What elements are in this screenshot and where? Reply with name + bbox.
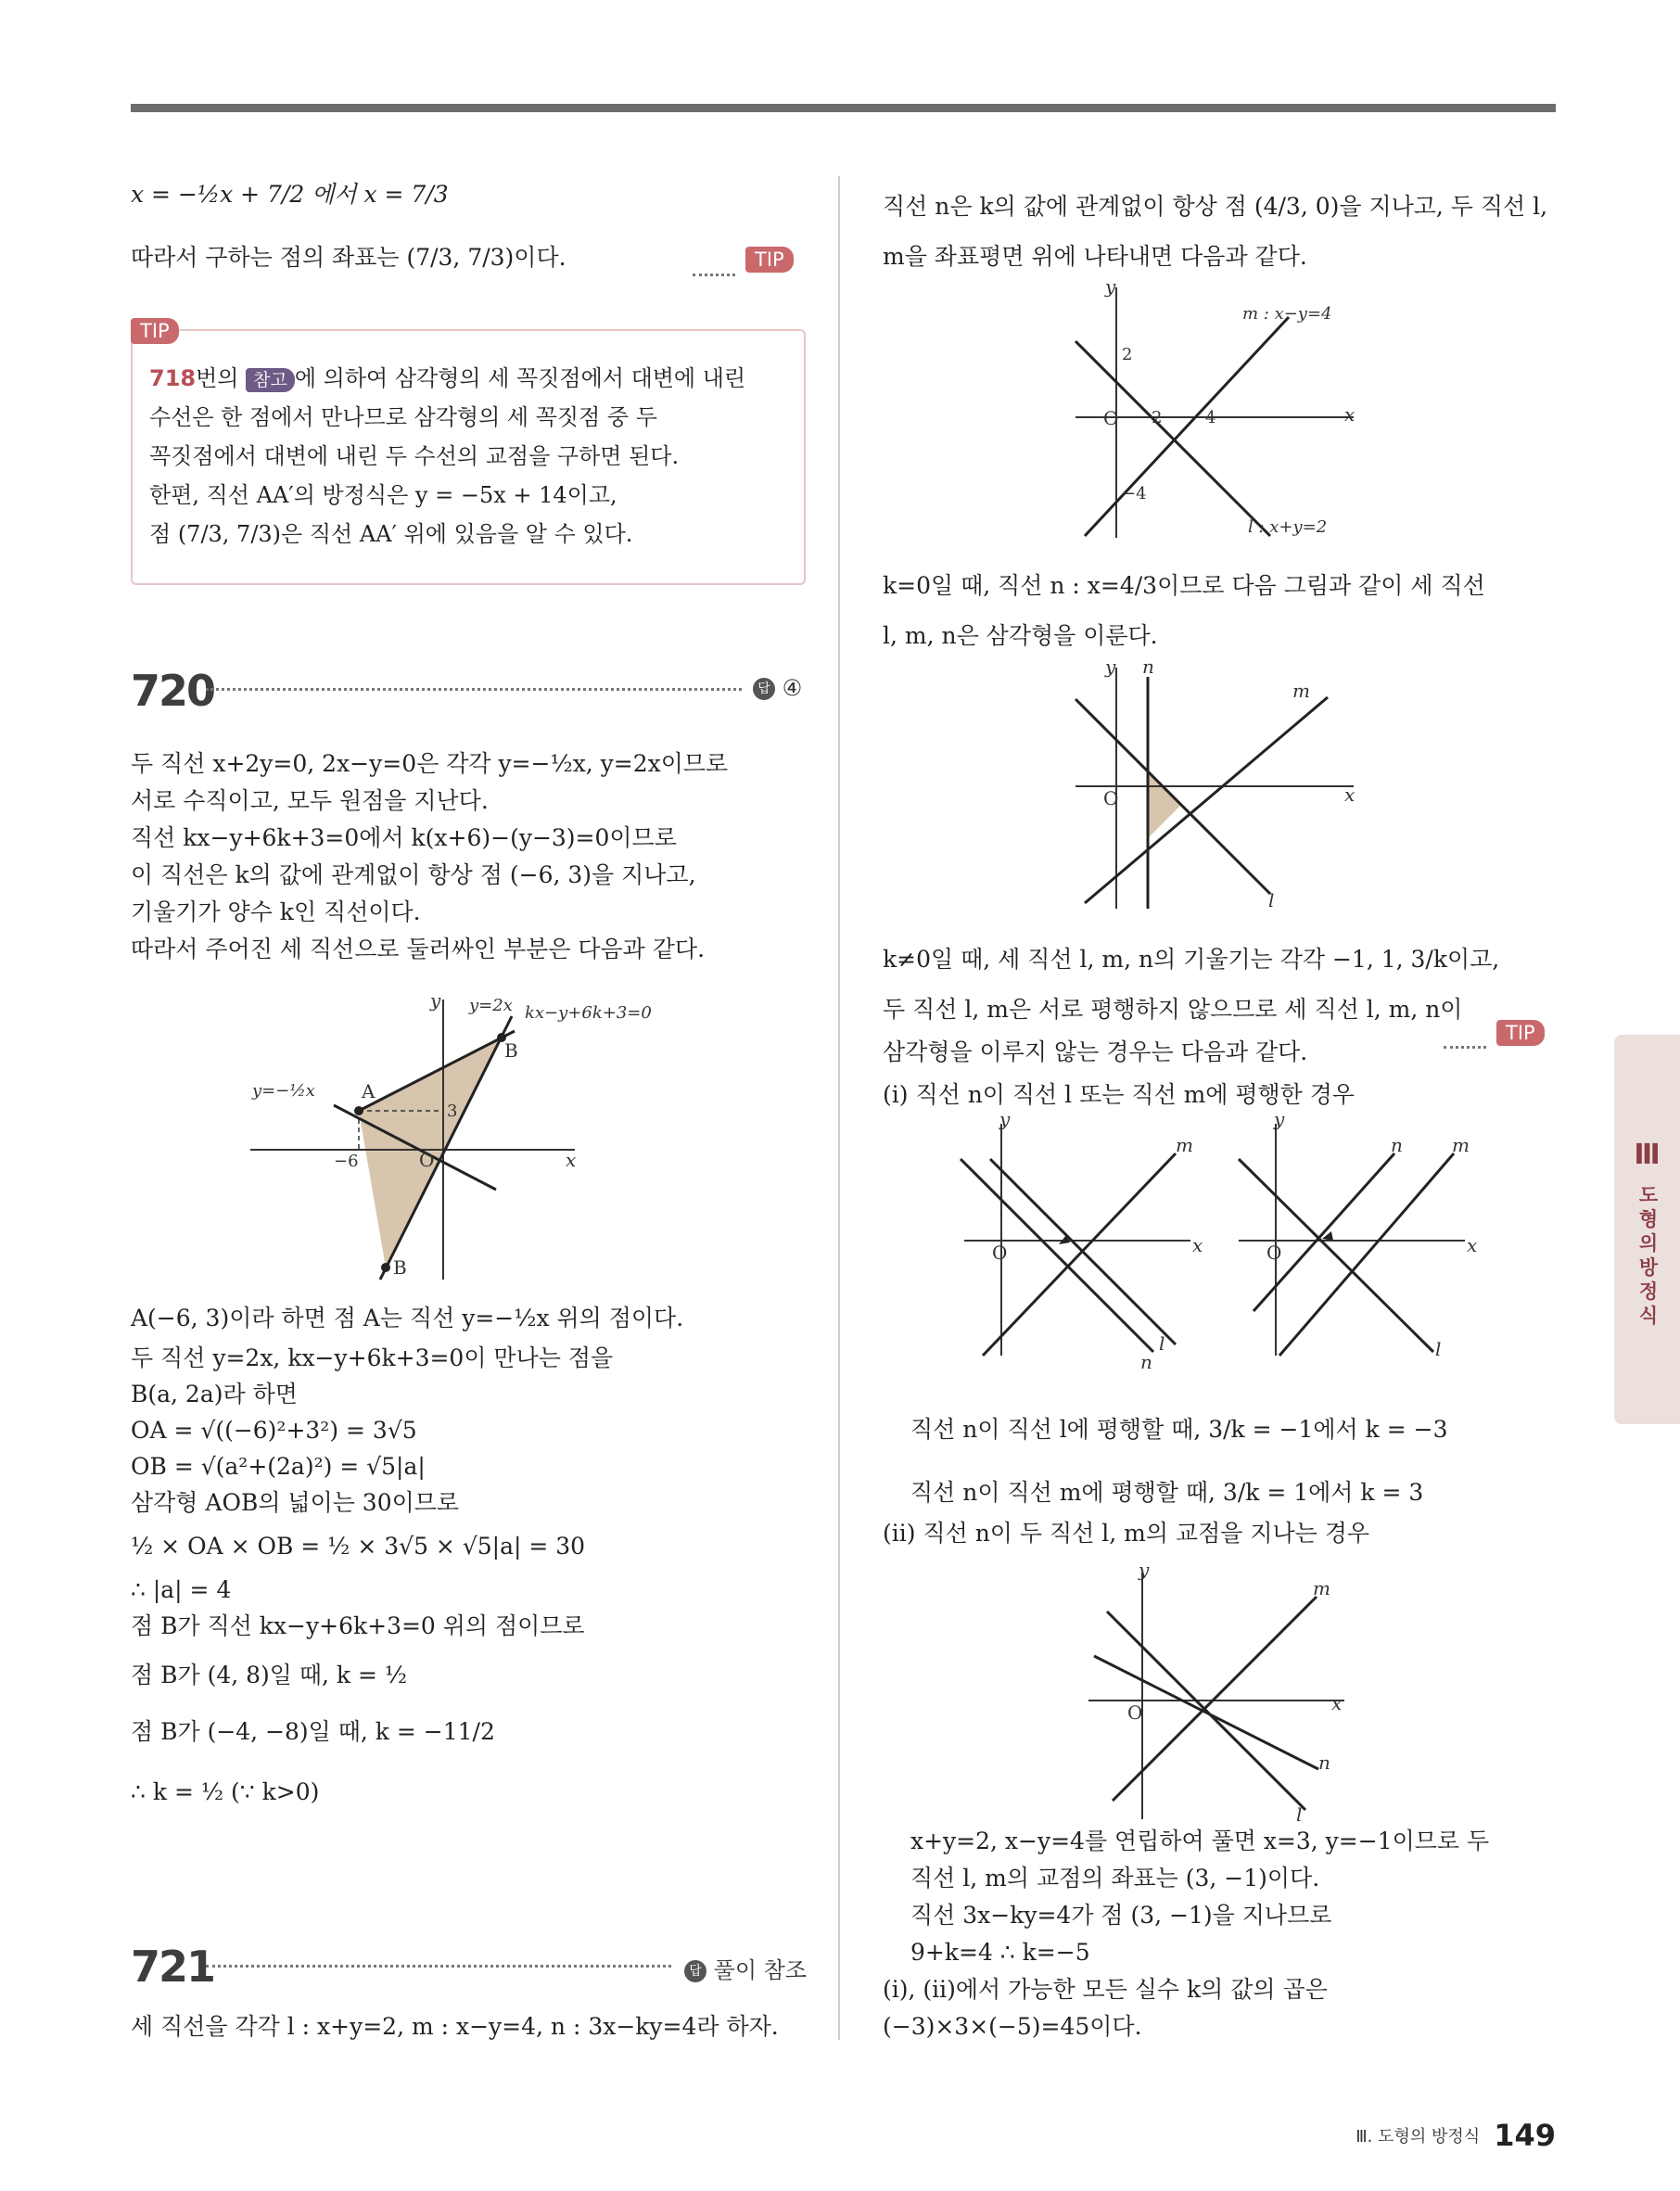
text-line: 두 직선 y=2x, kx−y+6k+3=0이 만나는 점을 xyxy=(131,1344,614,1371)
text-line: ∴ k = ½ (∵ k>0) xyxy=(131,1778,320,1805)
figure-720 xyxy=(241,989,652,1285)
text-line: 삼각형을 이루지 않는 경우는 다음과 같다. xyxy=(883,1038,1308,1065)
figure-concurrent xyxy=(1075,1559,1381,1826)
text-line: 따라서 주어진 세 직선으로 둘러싸인 부분은 다음과 같다. xyxy=(131,936,706,962)
chapter-side-tab[interactable] xyxy=(1614,1035,1680,1424)
x-label: x xyxy=(1192,1234,1203,1256)
text-line: 삼각형 AOB의 넓이는 30이므로 xyxy=(131,1489,460,1516)
right-final xyxy=(883,1971,1328,2045)
text-line: 두 직선 x+2y=0, 2x−y=0은 각각 y=−½x, y=2x이므로 xyxy=(131,750,729,777)
label-O: O xyxy=(419,1149,435,1171)
tip-badge-label: TIP xyxy=(1496,1020,1545,1046)
tip-line-5: 점 (7/3, 7/3)은 직선 AA′ 위에 있음을 알 수 있다. xyxy=(149,521,633,547)
text-line: x+y=2, x−y=4를 연립하여 풀면 x=3, y=−1이므로 두 xyxy=(910,1828,1490,1854)
text-line: 점 B가 (−4, −8)일 때, k = −11/2 xyxy=(131,1718,495,1745)
label-neg-half: y=−½x xyxy=(252,1081,315,1101)
text-line: OA = √((−6)²+3²) = 3√5 xyxy=(131,1417,417,1444)
text-line: 세 직선을 각각 l : x+y=2, m : x−y=4, n : 3x−ky=4라 하자. xyxy=(131,2013,779,2040)
tip-line-3: 꼭짓점에서 대변에 내린 두 수선의 교점을 구하면 된다. xyxy=(149,443,680,469)
y-label: y xyxy=(999,1108,1011,1130)
label-neg4: −4 xyxy=(1122,484,1147,503)
line-l xyxy=(1075,341,1270,536)
answer-value: ④ xyxy=(782,675,803,701)
label-m: m xyxy=(1176,1134,1193,1156)
text-line: l, m, n은 삼각형을 이룬다. xyxy=(883,622,1158,649)
point-A xyxy=(354,1106,363,1115)
header-rule xyxy=(131,104,1556,112)
label-2: 2 xyxy=(1122,345,1133,364)
text-line: 기울기가 양수 k인 직선이다. xyxy=(131,898,421,925)
text-line: (i), (ii)에서 가능한 모든 실수 k의 값의 곱은 xyxy=(883,1976,1328,2003)
x-label: x xyxy=(1344,783,1355,806)
shaded-triangle xyxy=(1148,771,1181,838)
y-label: y xyxy=(1105,275,1116,298)
x-label: x xyxy=(1467,1234,1478,1256)
label-O: O xyxy=(1103,787,1119,809)
figure-lm xyxy=(1066,275,1372,543)
problem-leader xyxy=(206,688,742,691)
text-span: 따라서 구하는 점의 좌표는 (7/3, 7/3)이다. xyxy=(131,244,566,271)
tip-box xyxy=(131,320,806,585)
text-line: 직선 3x−ky=4가 점 (3, −1)을 지나므로 xyxy=(910,1902,1332,1929)
text-line: B(a, 2a)라 하면 xyxy=(131,1381,298,1408)
label-m: m xyxy=(1292,680,1310,702)
tip-text: 에 의하여 삼각형의 세 꼭짓점에서 대변에 내린 xyxy=(294,365,746,391)
line-n xyxy=(1254,1153,1394,1311)
label-B2: B xyxy=(393,1256,407,1279)
tip-line-2: 수선은 한 점에서 만나므로 삼각형의 세 꼭짓점 중 두 xyxy=(149,404,657,430)
text-line xyxy=(131,239,566,276)
page-footer xyxy=(1355,2118,1556,2153)
text-line: 직선 n이 직선 l에 평행할 때, 3/k = −1에서 k = −3 xyxy=(910,1416,1448,1443)
text-line: k≠0일 때, 세 직선 l, m, n의 기울기는 각각 −1, 1, 3/k이고, xyxy=(883,946,1500,973)
text-line: 직선 n은 k의 값에 관계없이 항상 점 (4/3, 0)을 지나고, 두 직선 l, xyxy=(883,193,1548,220)
text-line: 점 B가 직선 kx−y+6k+3=0 위의 점이므로 xyxy=(131,1612,585,1639)
label-O: O xyxy=(992,1242,1008,1264)
figure-parallel-m xyxy=(1224,1108,1478,1361)
problem-number-720: 720 xyxy=(131,666,215,716)
p720-body xyxy=(131,745,728,968)
x-label: x xyxy=(566,1149,577,1171)
right-parallel-text xyxy=(910,1398,1448,1524)
label-O: O xyxy=(1127,1701,1143,1724)
text-line: x = −½x + 7/2 에서 x = 7/3 xyxy=(131,181,449,208)
label-y2x: y=2x xyxy=(469,996,513,1015)
y-label: y xyxy=(430,989,441,1012)
chamgo-badge: 참고 xyxy=(246,368,295,392)
label-n: n xyxy=(1140,1351,1152,1373)
label-x2: 2 xyxy=(1152,408,1163,427)
figure-lmn xyxy=(1066,656,1372,912)
text-line: m을 좌표평면 위에 나타내면 다음과 같다. xyxy=(883,243,1307,270)
text-line: (−3)×3×(−5)=45이다. xyxy=(883,2013,1142,2040)
column-divider xyxy=(838,176,840,2040)
text-line: ∴ |a| = 4 xyxy=(131,1576,232,1603)
y-label: y xyxy=(1139,1559,1150,1581)
label-m: m xyxy=(1452,1134,1470,1156)
right-k0 xyxy=(883,561,1485,661)
tip-link-badge[interactable] xyxy=(1496,1020,1545,1046)
line-m xyxy=(983,1153,1176,1356)
tip-badge-label: TIP xyxy=(745,247,794,273)
label-n: n xyxy=(1142,656,1154,678)
label-x4: 4 xyxy=(1205,408,1216,427)
answer-icon: 답 xyxy=(684,1960,706,1982)
label-B: B xyxy=(504,1039,518,1062)
footer-chapter: Ⅲ. 도형의 방정식 xyxy=(1355,2127,1481,2146)
label-l: l : x+y=2 xyxy=(1248,517,1328,537)
line-n xyxy=(961,1159,1153,1352)
text-line: 두 직선 l, m은 서로 평행하지 않으므로 세 직선 l, m, n이 xyxy=(883,996,1463,1023)
right-case2-solution xyxy=(910,1823,1489,1971)
text-line: 직선 n이 직선 m에 평행할 때, 3/k = 1에서 k = 3 xyxy=(910,1479,1424,1506)
p721-intro xyxy=(131,2008,779,2045)
y-label: y xyxy=(1274,1108,1285,1130)
answer-icon: 답 xyxy=(753,678,775,700)
chapter-title-vertical: 도형의 방정식 xyxy=(1638,1184,1659,1327)
label-O: O xyxy=(1266,1242,1282,1264)
right-kne0 xyxy=(883,938,1499,1116)
text-line: A(−6, 3)이라 하면 점 A는 직선 y=−½x 위의 점이다. xyxy=(131,1305,684,1331)
figure-parallel-l xyxy=(949,1108,1203,1373)
label-m: m : x−y=4 xyxy=(1242,304,1332,324)
label-l: l xyxy=(1268,889,1275,911)
text-line: 9+k=4 ∴ k=−5 xyxy=(910,1939,1090,1966)
problem-number-721: 721 xyxy=(131,1942,215,1992)
label-l: l xyxy=(1159,1332,1165,1355)
x-label: x xyxy=(1331,1692,1343,1714)
text-line: k=0일 때, 직선 n : x=4/3이므로 다음 그림과 같이 세 직선 xyxy=(883,572,1485,599)
right-intro xyxy=(883,182,1547,282)
text-line: (i) 직선 n이 직선 l 또는 직선 m에 평행한 경우 xyxy=(883,1081,1355,1108)
y-label: y xyxy=(1105,656,1116,678)
chapter-roman: Ⅲ xyxy=(1634,1139,1661,1171)
text-line: 점 B가 (4, 8)일 때, k = ½ xyxy=(131,1662,408,1688)
text-line: 직선 kx−y+6k+3=0에서 k(x+6)−(y−3)=0이므로 xyxy=(131,824,677,851)
tip-line-1 xyxy=(149,359,745,398)
x-label: x xyxy=(1344,403,1355,426)
tip-leader xyxy=(693,274,735,276)
label-three: 3 xyxy=(447,1102,458,1121)
tip-line-4: 한편, 직선 AA′의 방정식은 y = −5x + 14이고, xyxy=(149,482,617,508)
label-l: l xyxy=(1296,1803,1303,1826)
tip-leader xyxy=(1444,1046,1486,1049)
text-line: 직선 l, m의 교점의 좌표는 (3, −1)이다. xyxy=(910,1865,1320,1892)
label-neg6: −6 xyxy=(334,1152,359,1171)
label-n: n xyxy=(1318,1752,1330,1774)
text-line: ½ × OA × OB = ½ × 3√5 × √5|a| = 30 xyxy=(131,1533,586,1560)
ref-word: 번의 xyxy=(196,365,239,391)
label-m: m xyxy=(1313,1577,1330,1599)
problem-leader xyxy=(206,1965,671,1968)
label-A: A xyxy=(362,1080,375,1102)
text-line: (ii) 직선 n이 두 직선 l, m의 교점을 지나는 경우 xyxy=(883,1520,1370,1547)
label-n: n xyxy=(1391,1134,1403,1156)
text-line: 이 직선은 k의 값에 관계없이 항상 점 (−6, 3)을 지나고, xyxy=(131,861,696,888)
label-O: O xyxy=(1103,407,1119,429)
answer-720 xyxy=(753,675,802,701)
point-B2 xyxy=(381,1263,390,1272)
page-number: 149 xyxy=(1494,2118,1556,2153)
right-case2 xyxy=(883,1515,1369,1552)
tip-link-badge[interactable] xyxy=(745,247,794,273)
left-intro xyxy=(131,176,566,276)
line-m xyxy=(1085,697,1328,903)
label-kx: kx−y+6k+3=0 xyxy=(525,1003,652,1023)
p720-solution xyxy=(131,1300,683,1810)
answer-value: 풀이 참조 xyxy=(713,1957,808,1983)
label-l: l xyxy=(1435,1338,1442,1360)
tip-box-label: TIP xyxy=(131,318,179,344)
answer-721 xyxy=(684,1952,807,1984)
ref-number: 718 xyxy=(149,365,197,391)
text-line: 서로 수직이고, 모두 원점을 지난다. xyxy=(131,787,489,814)
text-line: OB = √(a²+(2a)²) = √5|a| xyxy=(131,1453,426,1480)
